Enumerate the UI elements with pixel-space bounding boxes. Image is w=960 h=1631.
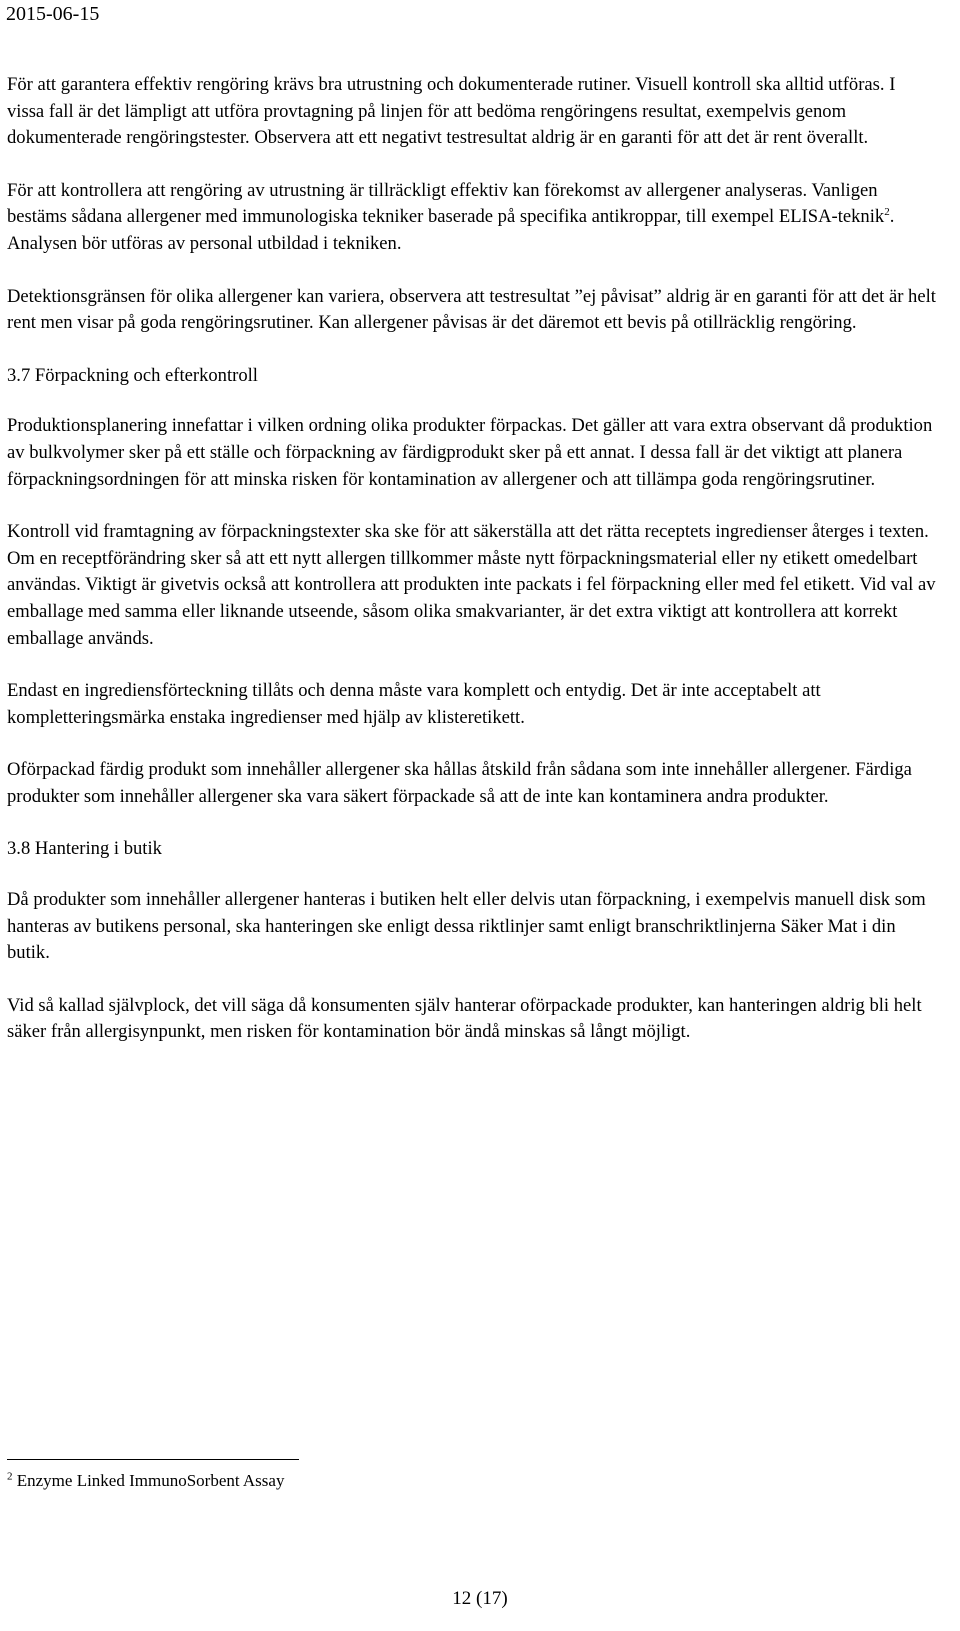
paragraph-production-planning: Produktionsplanering innefattar i vilken ordning olika produkter förpackas. Det gäller att vara extra observant då produktion av bulkvolymer sker på ett ställe och förpackning av färdigprodukt sker på ett annat. I dessa fall är det viktigt att planera förpackningsordningen för att minska risken för kontamination av allergener och att tillämpa goda rengöringsrutiner. bbox=[7, 415, 933, 490]
paragraph-self-service: Vid så kallad självplock, det vill säga då konsumenten själv hanterar oförpackade produkter, kan hanteringen aldrig bli helt säker från allergisynpunkt, men risken för kontamination bör ändå minskas så långt möjligt. bbox=[7, 994, 922, 1043]
section-heading-3-8: 3.8 Hantering i butik bbox=[7, 838, 162, 860]
footnote-reference: 2 bbox=[884, 206, 890, 219]
document-body bbox=[7, 72, 937, 1072]
paragraph-ingredient-list: Endast en ingrediensförteckning tillåts och denna måste vara komplett och entydig. Det är inte acceptabelt att kompletteringsmärka enstaka ingredienser med hjälp av klisteretikett. bbox=[7, 680, 821, 728]
footnote-divider bbox=[7, 1459, 299, 1460]
paragraph-store-handling: Då produkter som innehåller allergener hanteras i butiken helt eller delvis utan förpackning, i exempelvis manuell disk som hanteras av butikens personal, ska hanteringen ske enligt dessa riktlinjer samt enligt branschriktlinjerna Säker Mat i din butik. bbox=[7, 889, 926, 964]
paragraph-detection-limit: Detektionsgränsen för olika allergener kan variera, observera att testresultat ”ej påvisat” aldrig är en garanti för att det är helt rent men visar på goda rengöringsrutiner. Kan allergener påvisas är det däremot ett bevis på otillräcklig rengöring. bbox=[7, 285, 936, 334]
paragraph-unpackaged-product: Oförpackad färdig produkt som innehåller allergener ska hållas åtskild från sådana som inte innehåller allergener. Färdiga produkter som innehåller allergener ska vara säkert förpackade så att de inte kan kontaminera andra produkter. bbox=[7, 759, 912, 807]
paragraph-cleaning-control: För att garantera effektiv rengöring krävs bra utrustning och dokumenterade rutiner. Visuell kontroll ska alltid utföras. I vissa fall är det lämpligt att utföra provtagning på linjen för att bedöma rengöringens resultat, exempelvis genom dokumenterade rengöringstester. Observera att ett negativt testresultat aldrig är en garanti för att det är rent överallt. bbox=[7, 74, 896, 149]
page-date: 2015-06-15 bbox=[6, 3, 100, 25]
paragraph-allergen-analysis bbox=[7, 178, 937, 258]
paragraph-allergen-analysis-text: För att kontrollera att rengöring av utrustning är tillräckligt effektiv kan förekomst av allergener analyseras. Vanligen bestäms sådana allergener med immunologiska tekniker baserade på specifika antikroppar, till exempel ELISA-teknik bbox=[7, 179, 885, 228]
footnote-mark: 2 bbox=[7, 1470, 13, 1483]
footnote-text: Enzyme Linked ImmunoSorbent Assay bbox=[12, 1471, 285, 1490]
page-number: 12 (17) bbox=[452, 1588, 508, 1609]
footnote bbox=[7, 1470, 284, 1492]
paragraph-packaging-text-control: Kontroll vid framtagning av förpackningstexter ska ske för att säkerställa att det rätta receptets ingredienser återges i texten. Om en receptförändring sker så att ett nytt allergen tillkommer måste nytt förpackningsmaterial eller ny etikett omedelbart användas. Viktigt är givetvis också att kontrollera att produkten inte packats i fel förpackning eller med fel etikett. Vid val av emballage med samma eller liknande utseende, såsom olika smakvarianter, är det extra viktigt att kontrollera att korrekt emballage används. bbox=[7, 521, 936, 649]
section-heading-3-7: 3.7 Förpackning och efterkontroll bbox=[7, 364, 258, 386]
paragraph-allergen-analysis-tail: . Analysen bör utföras av personal utbildad i tekniken. bbox=[7, 206, 895, 254]
